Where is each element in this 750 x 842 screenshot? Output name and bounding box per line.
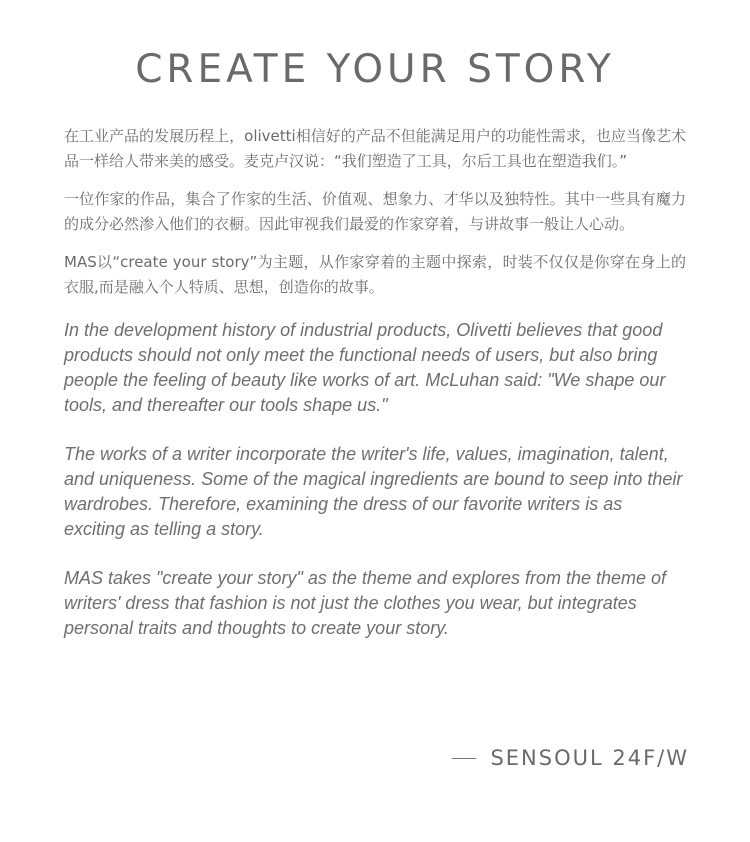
page-title: CREATE YOUR STORY	[135, 47, 615, 92]
signature	[452, 746, 689, 770]
chinese-text-section	[64, 124, 686, 300]
chinese-paragraph-1: 在工业产品的发展历程上，olivetti相信好的产品不但能满足用户的功能性需求，也应当像艺术品一样给人带来美的感受。麦克卢汉说：“我们塑造了工具，尔后工具也在塑造我们。”	[64, 127, 686, 170]
english-paragraph-3: MAS takes "create your story" as the theme and explores from the theme of writers' dress that fashion is not just the clothes you wear, but integrates personal traits and thoughts to create your story.	[64, 568, 667, 638]
english-paragraph-1: In the development history of industrial products, Olivetti believes that good products should not only meet the functional needs of users, but also bring people the feeling of beauty like works of art. McLuhan said: "We shape our tools, and thereafter our tools shape us."	[64, 320, 666, 415]
chinese-paragraph-2: 一位作家的作品，集合了作家的生活、价值观、想象力、才华以及独特性。其中一些具有魔力的成分必然渗入他们的衣橱。因此审视我们最爱的作家穿着，与讲故事一般让人心动。	[64, 190, 686, 233]
english-paragraph-2: The works of a writer incorporate the writer's life, values, imagination, talent, and uniqueness. Some of the magical ingredients are bound to seep into their wardrobes. Therefore, examining the dress of our favorite writers is as exciting as telling a story.	[64, 444, 683, 539]
signature-text: SENSOUL 24F/W	[490, 746, 689, 770]
signature-dash	[452, 758, 476, 759]
english-text-section	[64, 318, 686, 641]
chinese-paragraph-3: MAS以“create your story”为主题，从作家穿着的主题中探索，时装不仅仅是你穿在身上的衣服,而是融入个人特质、思想，创造你的故事。	[64, 253, 686, 296]
